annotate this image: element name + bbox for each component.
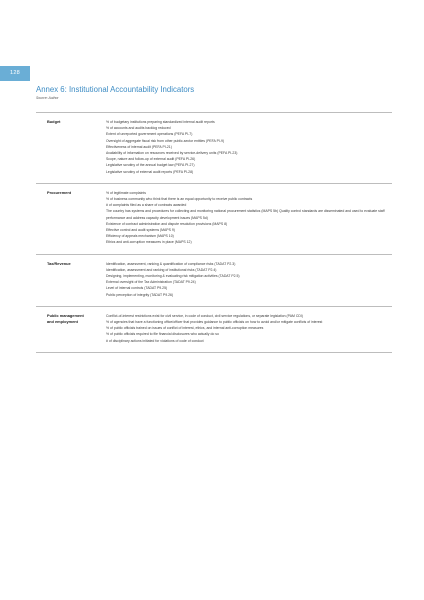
indicator-item: Efficiency of appeals mechanism (MAPS 10) xyxy=(106,234,174,239)
category-cell: Tax/Revenue xyxy=(36,254,100,306)
indicators-table xyxy=(36,112,392,353)
indicator-item: Designing, implementing, monitoring & evaluating risk mitigation activities (TADAT P2.5) xyxy=(106,274,240,279)
indicator-item: Conflict-of-interest restrictions exist for civil service, in code of conduct, civil service regulations, or separate legislation (PAM CDI) xyxy=(106,313,303,318)
indicator-item: Ethics and anti-corruption measures in place (MAPS 12) xyxy=(106,240,192,245)
indicator-item: Effectiveness of internal audit (PEFA PI-21) xyxy=(106,144,172,149)
source-note: Source: Author xyxy=(36,96,59,100)
indicators-cell xyxy=(100,113,392,184)
table-row-procurement xyxy=(36,183,392,254)
table-row-tax-revenue xyxy=(36,254,392,306)
indicators-cell xyxy=(100,306,392,352)
indicator-item: Level of internal controls (TADAT P9.25) xyxy=(106,286,168,291)
category-cell: Procurement xyxy=(36,183,100,254)
indicator-item: Oversight of aggregate fiscal risk from other public-sector entities (PEFA PI-9) xyxy=(106,138,225,143)
indicator-item: Legislative scrutiny of external audit reports (PEFA PI-28) xyxy=(106,169,194,174)
category-cell: Budget xyxy=(36,113,100,184)
indicator-item: % of legitimate complaints xyxy=(106,190,146,195)
indicator-item: Identification, assessment and ranking of institutional risks (TADAT P2.4) xyxy=(106,267,217,272)
indicator-item: Public perception of integrity (TADAT P9.26) xyxy=(106,292,174,297)
indicator-item: % of business community who think that there is an equal opportunity to receive public contracts xyxy=(106,197,253,202)
table-row-public-management xyxy=(36,306,392,352)
indicator-item: Legislative scrutiny of the annual budget law (PEFA PI-27) xyxy=(106,163,195,168)
indicator-item: % of budgetary institutions preparing standardized internal audit reports xyxy=(106,120,215,124)
indicator-item: # of disciplinary actions initiated for violations of code of conduct xyxy=(106,338,204,343)
indicator-item: External oversight of the Tax Administration (TADAT P9.24) xyxy=(106,280,196,285)
indicator-item: % of public officials required to file financial disclosures who actually do so xyxy=(106,332,219,337)
indicator-item: Existence of contract administration and dispute resolution provisions (MAPS 8) xyxy=(106,221,228,226)
indicators-cell xyxy=(100,254,392,306)
category-cell: Public management and employment xyxy=(36,306,100,352)
indicator-item: Identification, assessment, ranking & quantification of compliance risks (TADAT P2.3) xyxy=(106,261,236,266)
indicator-item: # of complaints filed as a share of contracts awarded xyxy=(106,203,187,208)
indicator-item: Scope, nature and follow-up of external audit (PEFA PI-26) xyxy=(106,157,196,162)
annex-title: Annex 6: Institutional Accountability Indicators xyxy=(36,85,195,94)
indicator-item: Extent of unreported government operations (PEFA PI-7) xyxy=(106,132,193,137)
table-row-budget xyxy=(36,113,392,184)
indicator-item: Availability of information on resources received by service-delivery units (PEFA PI-23) xyxy=(106,151,238,156)
indicators-cell xyxy=(100,183,392,254)
indicator-item: The country has systems and procedures for collecting and monitoring national procurement statistics (MAPS 5b) Quality control standards are disseminated and used to evaluate staff performance and address capacity development issues (MAPS 5d) xyxy=(106,209,385,220)
indicator-item: % of agencies that have a functioning office/officer that provides guidance to public officials on how to avoid and/or mitigate conflicts of interest xyxy=(106,320,323,325)
indicator-item: Effective control and audit systems (MAPS 9) xyxy=(106,228,175,233)
indicator-item: % of public officials trained on issues of conflict of interest, ethics, and internal anti-corruption measures xyxy=(106,326,264,331)
page-number-tab: 128 xyxy=(0,66,30,81)
indicator-item: % of accounts and audits backlog reduced xyxy=(106,126,171,131)
